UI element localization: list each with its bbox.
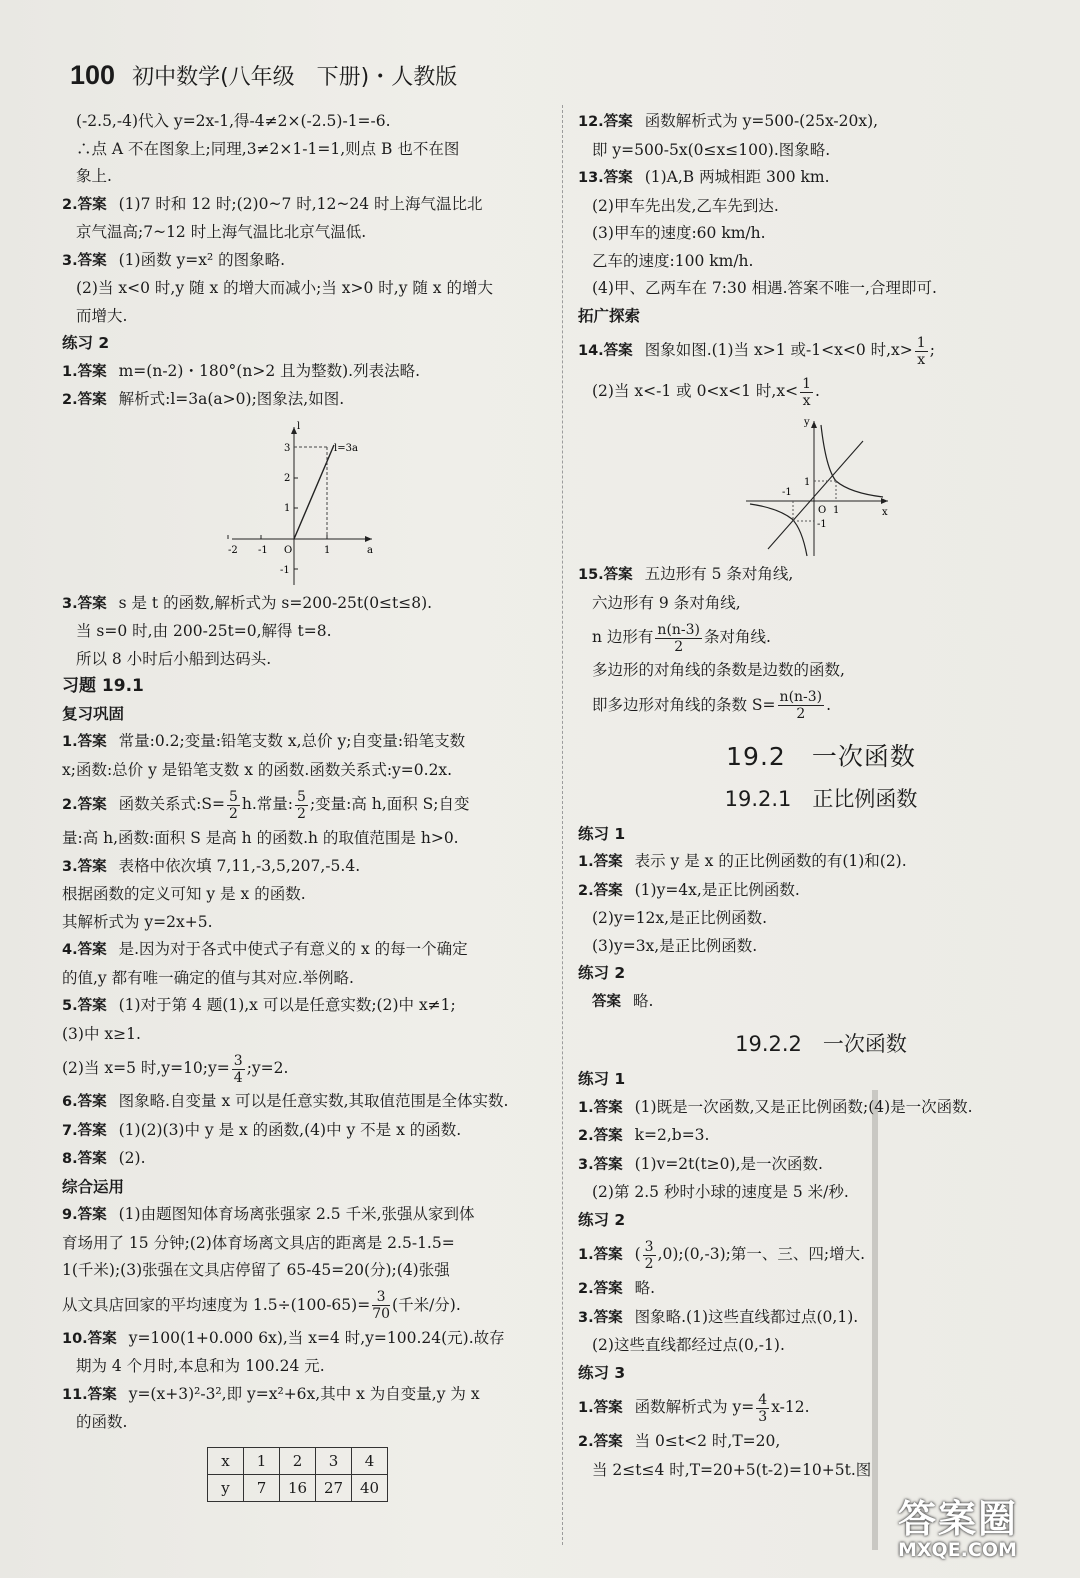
watermark-logo [898,1488,1018,1561]
section-heading: 练习 2 [62,334,110,352]
page-header [70,60,457,91]
answer-b2: 2.答案 k=2,b=3. [578,1126,710,1144]
tick-x: -2 [228,544,238,556]
table-cell: 27 [316,1474,352,1501]
answer-r8: 8.答案 (2). [62,1149,146,1167]
answer-p3: 3.答案 s 是 t 的函数,解析式为 s=200-25t(0≤t≤8). [62,593,433,612]
answer-c3: 3.答案 图象略.(1)这些直线都过点(0,1). [578,1307,859,1326]
text-line: 的函数. [76,1413,128,1431]
text-line: 而增大. [76,306,128,325]
tick-y: 3 [284,442,291,454]
text-line: x;函数:总价 y 是铅笔支数 x 的函数.函数关系式:y=0.2x. [62,760,453,779]
text-line: (4)甲、乙两车在 7:30 相遇.答案不唯一,合理即可. [592,279,937,297]
text-line: (-2.5,-4)代入 y=2x-1,得-4≠2×(-2.5)-1=-6. [76,112,391,130]
table-cell: 1 [244,1447,280,1474]
text-line: n 边形有 $\frac{n(n-3)}{2}$ 条对角线. [592,621,771,655]
text-line: 量:高 h,函数:面积 S 是高 h 的函数.h 的取值范围是 h>0. [62,829,459,847]
text-line: (3)甲车的速度:60 km/h. [592,224,766,242]
answer-a3: 答案 略. [592,991,654,1010]
answer-d2: 2.答案 当 0≤t<2 时,T=20, [578,1432,781,1450]
chapter-heading: 19.2 一次函数 [726,741,916,771]
line-graph-figure [62,415,552,590]
column-divider [562,105,563,1545]
answer-a2: 2.答案 (1)y=4x,是正比例函数. [578,880,800,899]
text-line: ∴点 A 不在图象上;同理,3≠2×1-1=1,则点 B 也不在图 [76,139,460,158]
text-line: (2)当 x<0 时,y 随 x 的增大而减小;当 x>0 时,y 随 x 的增大 [76,279,493,297]
text-line: (3)中 x≥1. [62,1024,141,1043]
section-heading: 练习 1 [578,1070,626,1088]
answer-r11: 11.答案 y=(x+3)²-3²,即 y=x²+6x,其中 x 为自变量,y 为 x [62,1384,480,1403]
left-column [62,108,552,1502]
text-line: 育场用了 15 分钟;(2)体育场离文具店的距离是 2.5-1.5= [62,1233,455,1252]
answer-p1: 1.答案 m=(n-2)・180°(n>2 且为整数).列表法略. [62,361,421,380]
text-line: (2)这些直线都经过点(0,-1). [592,1336,785,1354]
table-cell: x [208,1447,244,1474]
fraction: $\frac{3}{4}$ [233,1052,243,1086]
axis-label-x: a [367,544,373,556]
subsection-heading: 19.2.2 一次函数 [735,1032,907,1056]
answer-r4: 4.答案 是.因为对于各式中使式子有意义的 x 的每一个确定 [62,940,468,958]
section-heading: 练习 1 [578,824,626,843]
line-label: l=3a [334,442,358,454]
answer-14: 14.答案 图象如图.(1)当 x>1 或-1<x<0 时,x> $\frac{1}{x}$ ; [578,334,935,368]
value-table [207,1447,388,1502]
table-row [208,1447,388,1474]
fraction: $\frac{n(n-3)}{2}$ [657,621,701,655]
page-number: 100 [70,60,116,90]
text-line: 其解析式为 y=2x+5. [62,912,213,931]
text-line: 多边形的对角线的条数是边数的函数, [592,661,845,679]
tick-origin: O [818,505,827,516]
fraction: $\frac{3}{70}$ [372,1289,391,1322]
answer-b1: 1.答案 (1)既是一次函数,又是正比例函数;(4)是一次函数. [578,1097,973,1116]
text-line: (2)y=12x,是正比例函数. [592,909,768,927]
answer-3: 3.答案 (1)函数 y=x² 的图象略. [62,250,286,269]
text-line: 的值,y 都有唯一确定的值与其对应.举例略. [62,968,354,987]
answer-b3: 3.答案 (1)v=2t(t≥0),是一次函数. [578,1154,823,1173]
answer-d1: 1.答案 函数解析式为 y= $\frac{4}{3}$ x-12. [578,1391,810,1425]
answer-2: 2.答案 (1)7 时和 12 时;(2)0~7 时,12~24 时上海气温比北 [62,194,483,213]
text-line: 当 s=0 时,由 200-25t=0,解得 t=8. [76,622,332,640]
table-row [208,1474,388,1501]
text-line: (2)当 x=5 时,y=10;y= $\frac{3}{4}$ ;y=2. [62,1052,289,1086]
table-cell: 40 [352,1474,388,1501]
hyperbola-figure [578,411,1064,561]
tick-y: -1 [817,519,827,530]
answer-r6: 6.答案 图象略.自变量 x 可以是任意实数,其取值范围是全体实数. [62,1092,509,1110]
watermark-url: MXQE.COM [898,1539,1017,1561]
text-line: 即 y=500-5x(0≤x≤100).图象略. [592,140,831,159]
answer-r7: 7.答案 (1)(2)(3)中 y 是 x 的函数,(4)中 y 不是 x 的函数. [62,1120,462,1139]
answer-p2: 2.答案 解析式:l=3a(a>0);图象法,如图. [62,390,345,408]
table-cell: 3 [316,1447,352,1474]
answer-r1: 1.答案 常量:0.2;变量:铅笔支数 x,总价 y;自变量:铅笔支数 [62,732,466,750]
tick-x: -1 [782,487,792,498]
text-line: 六边形有 9 条对角线, [592,593,741,612]
text-line: 1(千米);(3)张强在文具店停留了 65-45=20(分);(4)张强 [62,1261,450,1279]
watermark-text: 答案圈 [898,1497,1019,1541]
answer-12: 12.答案 函数解析式为 y=500-(25x-20x), [578,112,879,130]
table-cell: 4 [352,1447,388,1474]
text-line: 京气温高;7~12 时上海气温比北京气温低. [76,223,367,241]
answer-r9: 9.答案 (1)由题图知体育场离张强家 2.5 千米,张强从家到体 [62,1205,475,1223]
axis-label-y: l [297,420,301,432]
fraction: $\frac{4}{3}$ [758,1391,768,1425]
text-line: 从文具店回家的平均速度为 1.5÷(100-65)= $\frac{3}{70}$ (千米/分). [62,1289,461,1322]
fraction: $\frac{n(n-3)}{2}$ [779,689,823,722]
tick-y: 2 [284,472,291,484]
answer-r2: 2.答案 函数关系式:S= $\frac{5}{2}$ h.常量: $\frac{5}{2}$ ;变量:高 h,面积 S;自变 [62,788,470,822]
fraction: $\frac{5}{2}$ [228,788,238,822]
axis-label-x: x [882,507,888,518]
answer-c2: 2.答案 略. [578,1279,656,1297]
book-title: 初中数学(八年级 下册)・人教版 [132,65,458,90]
text-line: (2)当 x<-1 或 0<x<1 时,x< $\frac{1}{x}$ . [592,375,820,409]
tick-x: 1 [833,505,840,516]
right-column [578,108,1064,1484]
axis-label-y: y [804,417,810,428]
tick-y: 1 [804,477,811,488]
tick-y: 1 [284,502,291,514]
answer-13: 13.答案 (1)A,B 两城相距 300 km. [578,168,830,186]
text-line: 所以 8 小时后小船到达码头. [76,649,272,668]
table-cell: 2 [280,1447,316,1474]
text-line: (3)y=3x,是正比例函数. [592,936,758,955]
subsection-heading: 19.2.1 正比例函数 [724,786,918,811]
section-heading: 练习 2 [578,1210,626,1229]
text-line: (2)第 2.5 秒时小球的速度是 5 米/秒. [592,1183,849,1201]
section-heading: 练习 2 [578,964,626,982]
fraction: $\frac{1}{x}$ [802,375,812,409]
answer-r3: 3.答案 表格中依次填 7,11,-3,5,207,-5.4. [62,856,361,875]
section-heading: 综合运用 [62,1177,125,1196]
section-heading: 复习巩固 [62,704,125,723]
text-line: (2)甲车先出发,乙车先到达. [592,196,779,215]
fraction: $\frac{3}{2}$ [644,1238,654,1272]
table-cell: y [208,1474,244,1501]
tick-y: -1 [280,564,290,576]
table-cell: 16 [280,1474,316,1501]
text-line: 象上. [76,167,112,185]
exercise-heading: 习题 19.1 [62,676,144,696]
text-line: 当 2≤t≤4 时,T=20+5(t-2)=10+5t.图 [592,1460,872,1479]
section-heading: 练习 3 [578,1363,626,1382]
section-heading: 拓广探索 [578,306,641,325]
table-cell: 7 [244,1474,280,1501]
answer-c1: 1.答案 ( $\frac{3}{2}$ ,0);(0,-3);第一、三、四;增大. [578,1238,866,1272]
text-line: 期为 4 个月时,本息和为 100.24 元. [76,1357,325,1375]
text-line: 乙车的速度:100 km/h. [592,251,754,270]
text-line: 即多边形对角线的条数 S= $\frac{n(n-3)}{2}$ . [592,689,832,722]
fraction: $\frac{1}{x}$ [916,334,926,368]
tick-x: -1 [258,544,268,556]
answer-r10: 10.答案 y=100(1+0.000 6x),当 x=4 时,y=100.24(元).故存 [62,1328,505,1347]
answer-15: 15.答案 五边形有 5 条对角线, [578,565,794,583]
answer-r5: 5.答案 (1)对于第 4 题(1),x 可以是任意实数;(2)中 x≠1; [62,996,456,1014]
text-line: 根据函数的定义可知 y 是 x 的函数. [62,885,306,903]
tick-origin: O [284,544,293,556]
answer-a1: 1.答案 表示 y 是 x 的正比例函数的有(1)和(2). [578,852,907,870]
tick-x: 1 [324,544,331,556]
fraction: $\frac{5}{2}$ [297,788,306,822]
